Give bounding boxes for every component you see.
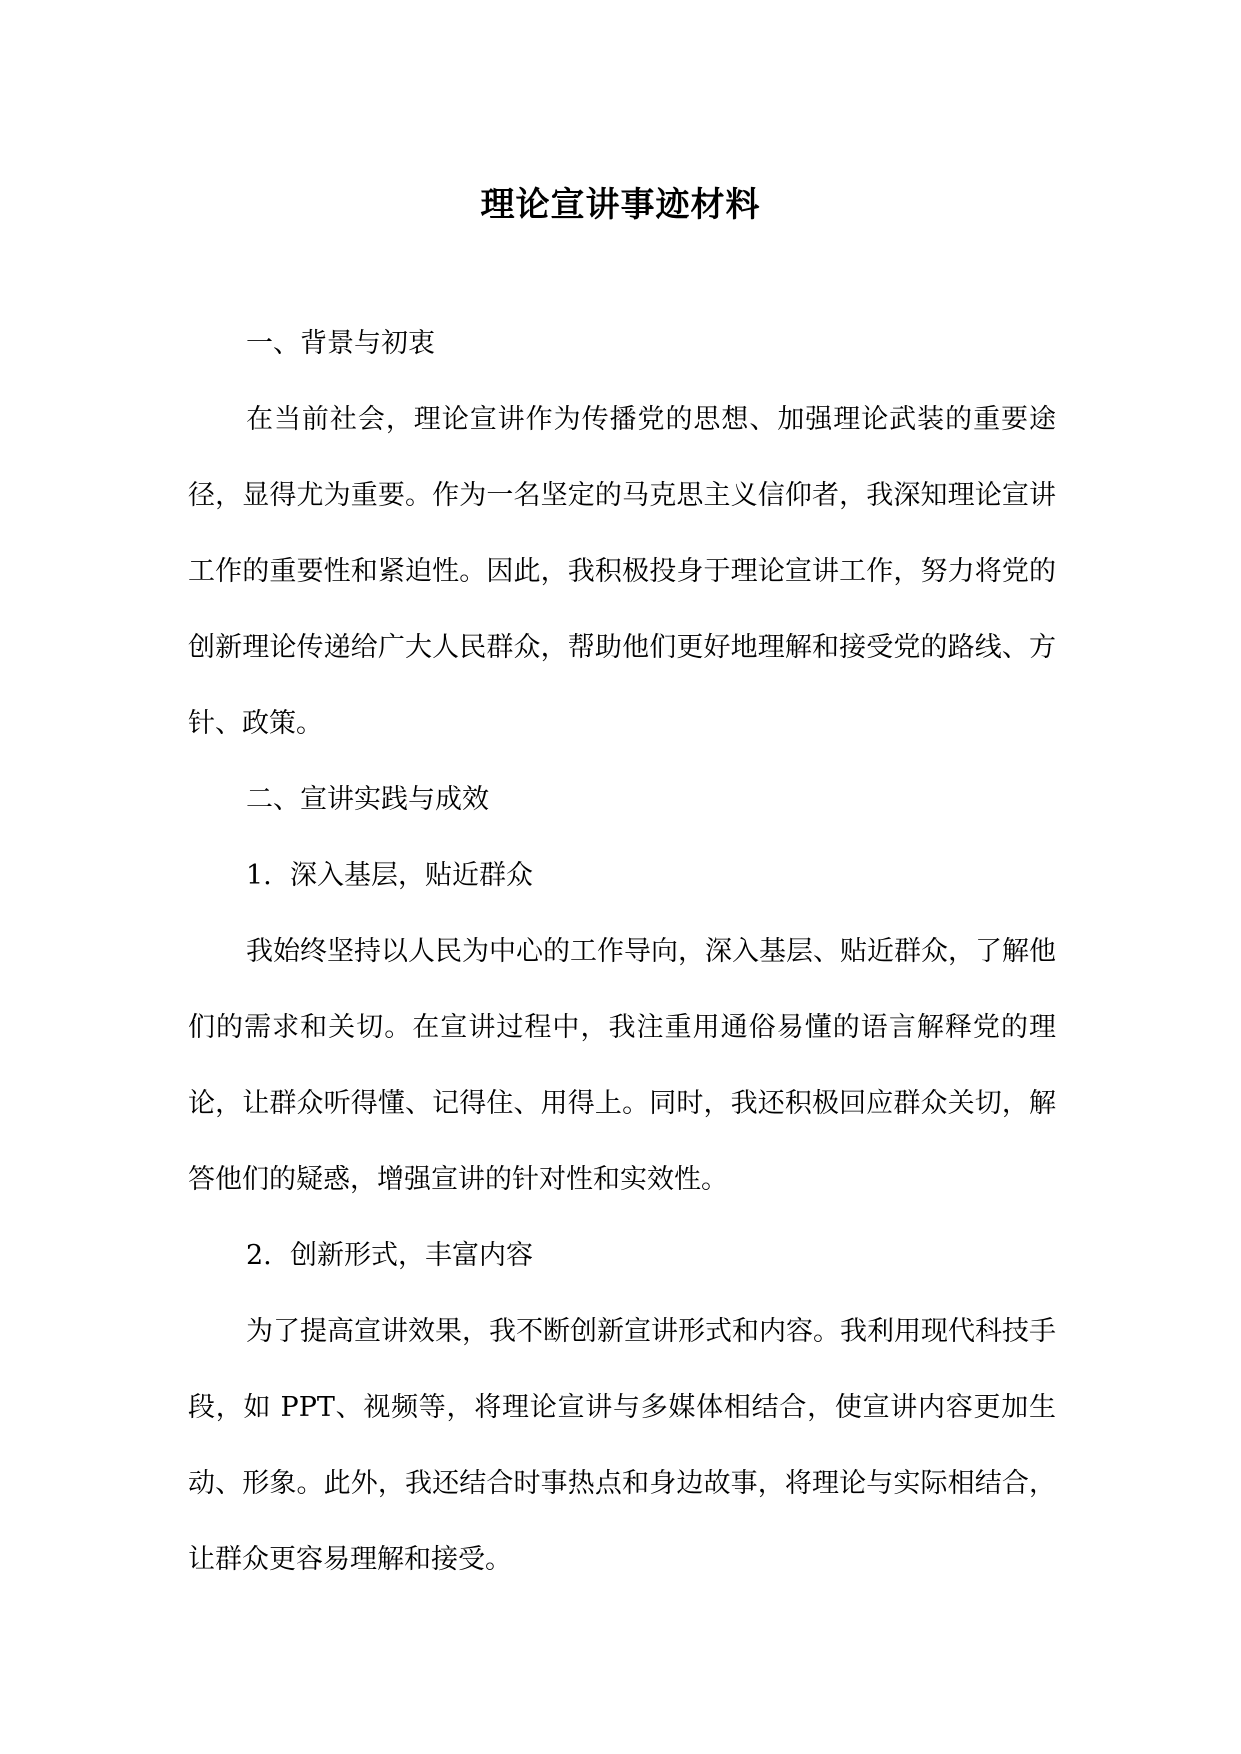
subsection-heading-grassroots (188, 838, 1056, 914)
subsection-title: 创新形式，丰富内容 (290, 1240, 533, 1271)
subsection-number: 1. (246, 860, 272, 891)
document-title: 理论宣讲事迹材料 (480, 185, 761, 225)
paragraph-innovation: 为了提高宣讲效果，我不断创新宣讲形式和内容。我利用现代科技手段，如 PPT、视频等，将理论宣讲与多媒体相结合，使宣讲内容更加生动、形象。此外，我还结合时事热点和身边故事，将理论与实际相结合，让群众更容易理解和接受。 (188, 1316, 1056, 1575)
section-heading-background: 一、背景与初衷 (246, 328, 435, 359)
subsection-heading-innovation (188, 1218, 1056, 1294)
paragraph-background: 在当前社会，理论宣讲作为传播党的思想、加强理论武装的重要途径，显得尤为重要。作为一名坚定的马克思主义信仰者，我深知理论宣讲工作的重要性和紧迫性。因此，我积极投身于理论宣讲工作，努力将党的创新理论传递给广大人民群众，帮助他们更好地理解和接受党的路线、方针、政策。 (188, 404, 1056, 739)
subsection-number: 2. (246, 1240, 272, 1271)
document-body (188, 306, 1056, 1598)
section-heading-practice: 二、宣讲实践与成效 (246, 784, 489, 815)
paragraph-grassroots: 我始终坚持以人民为中心的工作导向，深入基层、贴近群众，了解他们的需求和关切。在宣讲过程中，我注重用通俗易懂的语言解释党的理论，让群众听得懂、记得住、用得上。同时，我还积极回应群众关切，解答他们的疑惑，增强宣讲的针对性和实效性。 (188, 936, 1056, 1195)
subsection-title: 深入基层，贴近群众 (290, 860, 533, 891)
